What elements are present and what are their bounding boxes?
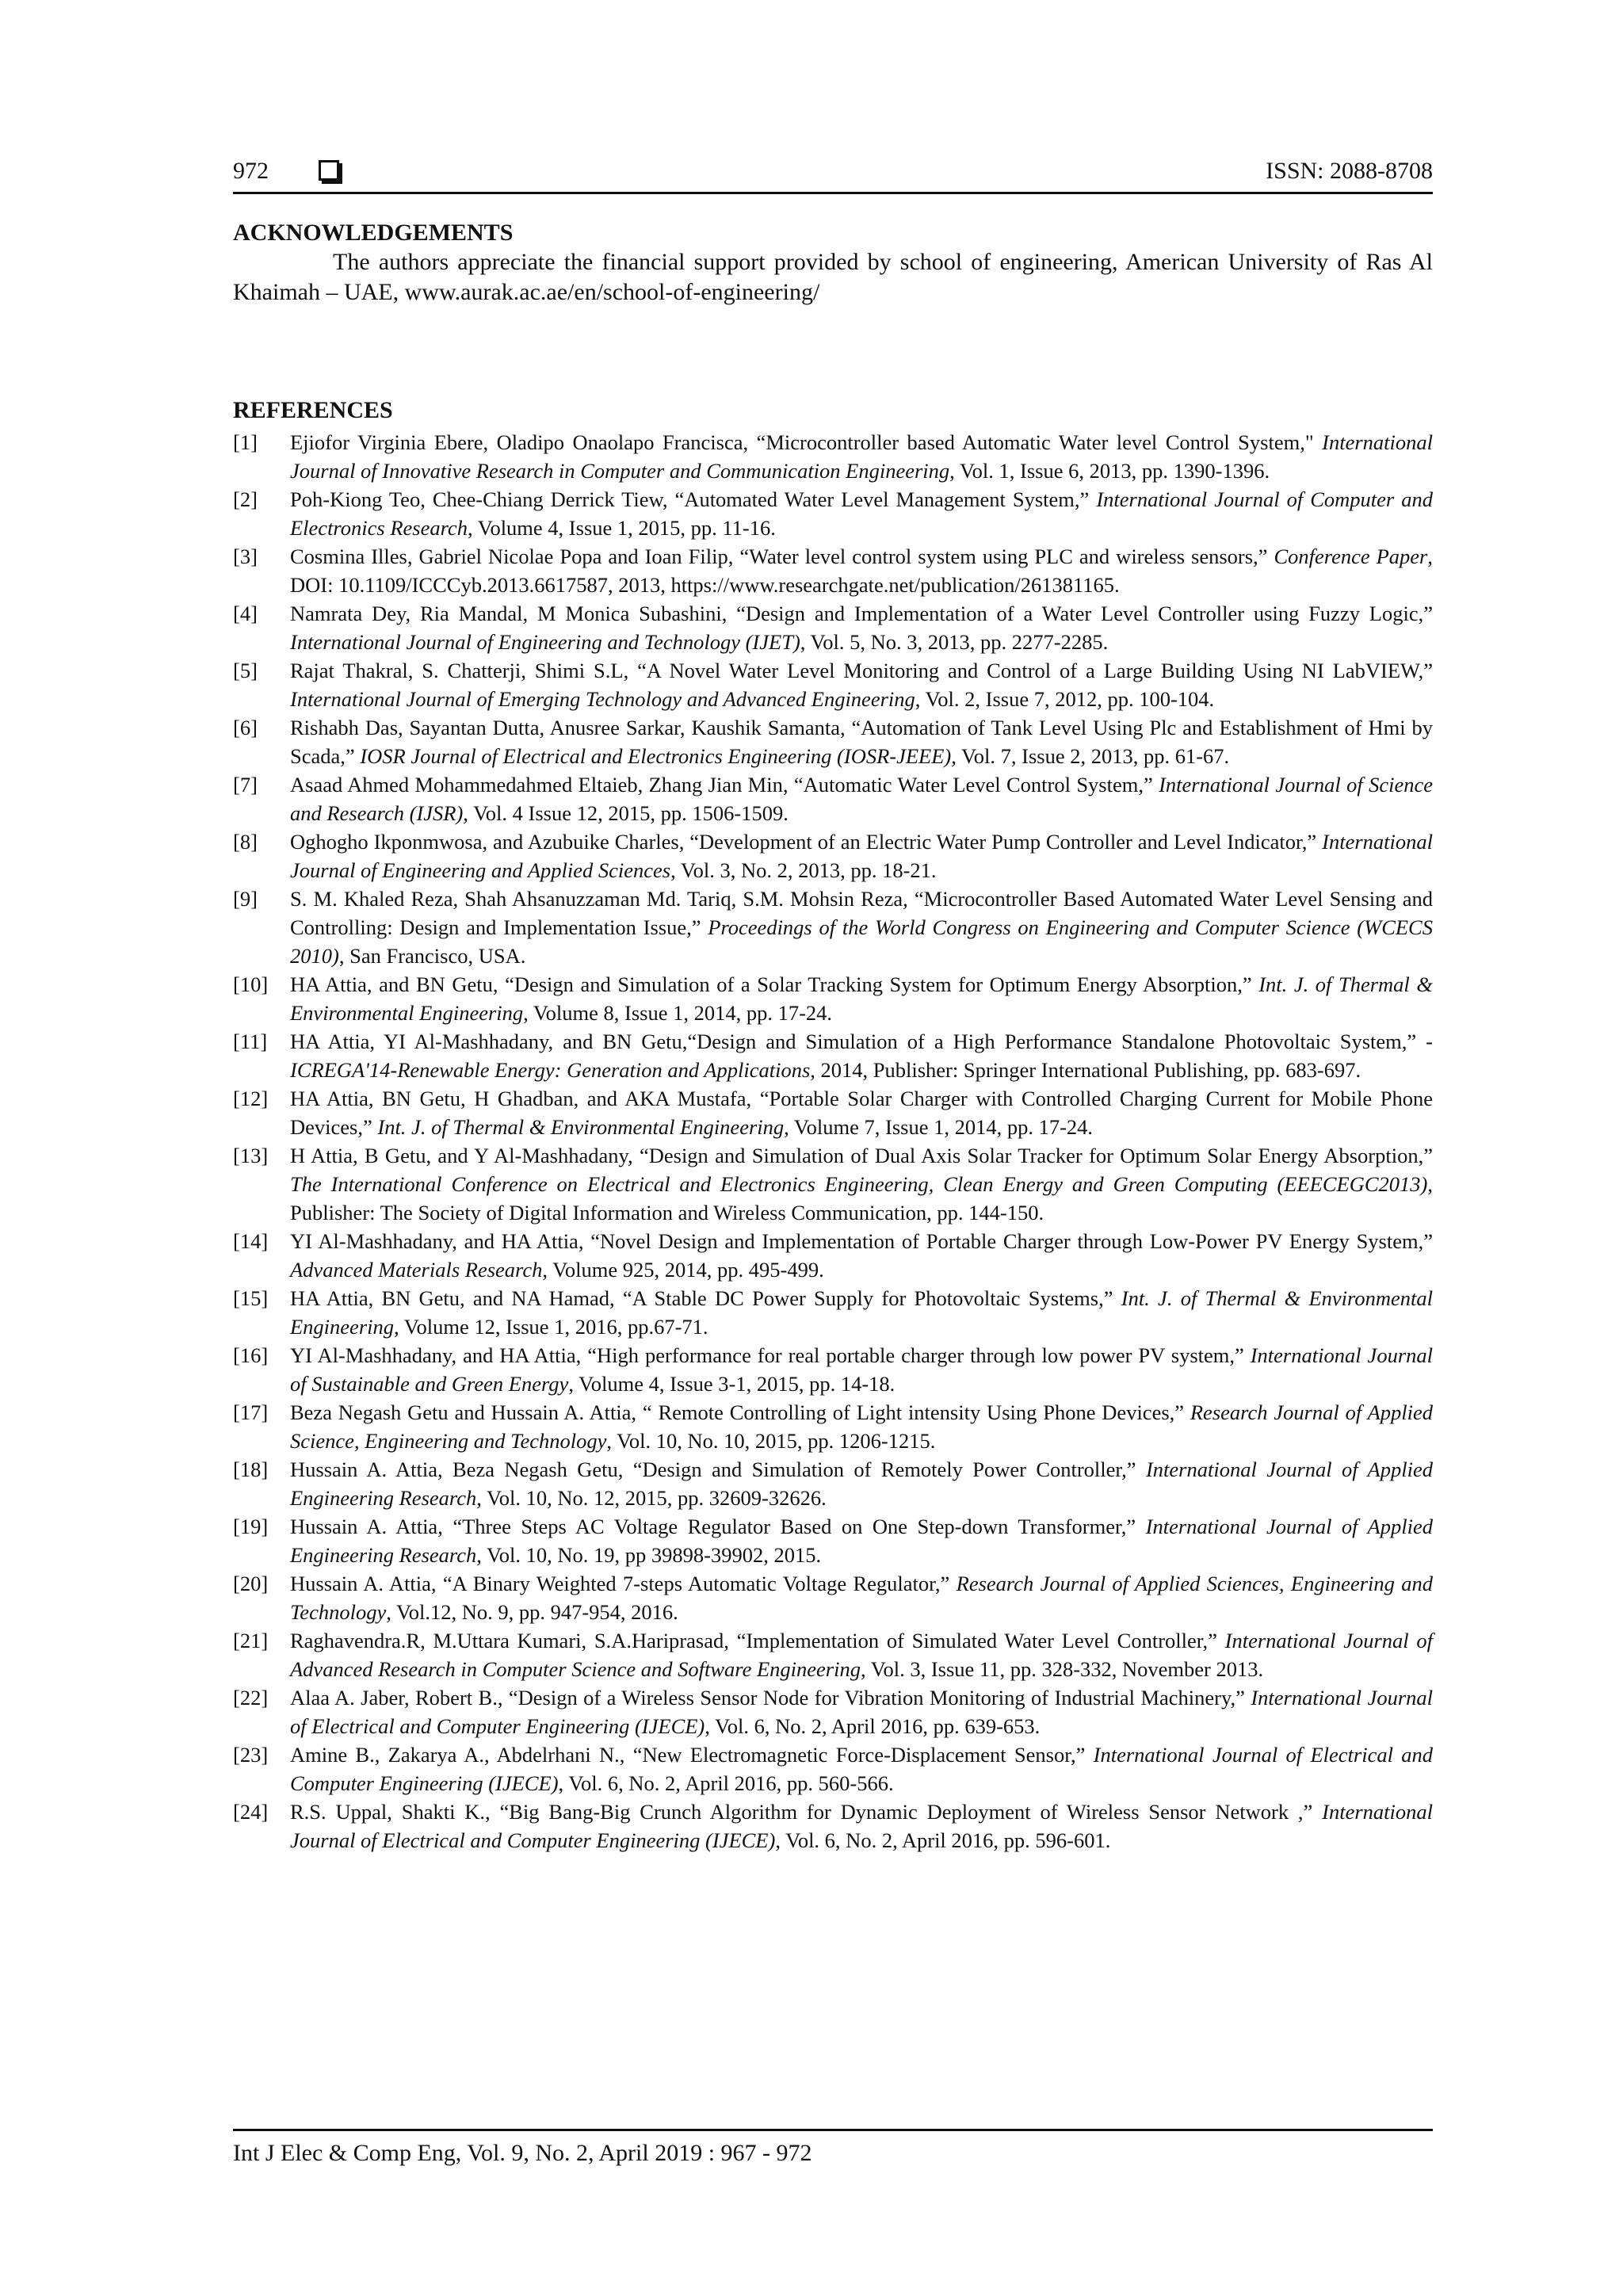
reference-authors-title: YI Al-Mashhadany, and HA Attia, “Novel Design and Implementation of Portable Charger through Low-Power PV Energy System,” (290, 1229, 1433, 1253)
reference-authors-title: Oghogho Ikponmwosa, and Azubuike Charles, “Development of an Electric Water Pump Controller and Level Indicator,” (290, 830, 1323, 854)
reference-number: [16] (233, 1343, 269, 1367)
reference-venue: International Journal of Applied Engineering Research (290, 1457, 1433, 1510)
reference-details: , Volume 8, Issue 1, 2014, pp. 17-24. (523, 1001, 833, 1025)
reference-item (233, 1341, 1433, 1398)
reference-details: , Volume 7, Issue 1, 2014, pp. 17-24. (784, 1115, 1094, 1139)
reference-number: [22] (233, 1686, 269, 1710)
reference-details: , Volume 4, Issue 1, 2015, pp. 11-16. (467, 516, 776, 540)
reference-venue: International Journal of Sustainable and Green Energy (290, 1343, 1433, 1396)
reference-details: , Publisher: The Society of Digital Information and Wireless Communication, pp. 144-150. (290, 1172, 1433, 1224)
reference-details: , Vol. 3, Issue 11, pp. 328-332, November 2013. (860, 1657, 1264, 1681)
reference-text (290, 716, 1433, 768)
issn-label: ISSN: 2088-8708 (1266, 158, 1433, 184)
reference-number: [7] (233, 773, 258, 797)
reference-number: [15] (233, 1286, 269, 1310)
reference-authors-title: Hussain A. Attia, Beza Negash Getu, “Design and Simulation of Remotely Power Controller,” (290, 1457, 1146, 1481)
reference-authors-title: Asaad Ahmed Mohammedahmed Eltaieb, Zhang Jian Min, “Automatic Water Level Control System,” (290, 773, 1159, 797)
reference-authors-title: Ejiofor Virginia Ebere, Oladipo Onaolapo Francisca, “Microcontroller based Automatic Water level Control System," (290, 430, 1323, 454)
reference-authors-title: Cosmina Illes, Gabriel Nicolae Popa and Ioan Filip, “Water level control system using PLC and wireless sensors,” (290, 544, 1274, 568)
reference-details: , Vol. 6, No. 2, April 2016, pp. 596-601. (775, 1828, 1111, 1852)
reference-number: [11] (233, 1030, 268, 1053)
reference-number: [8] (233, 830, 258, 854)
reference-venue: International Journal of Electrical and Computer Engineering (IJECE) (290, 1743, 1434, 1795)
reference-number: [6] (233, 716, 258, 739)
reference-text (290, 773, 1433, 825)
reference-number: [2] (233, 487, 258, 511)
reference-text (290, 1629, 1433, 1681)
reference-text (290, 1030, 1433, 1082)
reference-venue: Research Journal of Applied Science, Engineering and Technology (290, 1400, 1433, 1453)
reference-text (290, 1087, 1433, 1139)
reference-details: , Vol. 10, No. 19, pp 39898-39902, 2015. (476, 1543, 822, 1567)
reference-venue: International Journal of Engineering and Applied Sciences (290, 830, 1433, 882)
reference-number: [4] (233, 602, 258, 625)
reference-item (233, 542, 1433, 599)
reference-venue: International Journal of Advanced Research in Computer Science and Software Engineering (290, 1629, 1433, 1681)
reference-authors-title: Hussain A. Attia, “A Binary Weighted 7-steps Automatic Voltage Regulator,” (290, 1572, 957, 1595)
reference-number: [14] (233, 1229, 269, 1253)
references-list (233, 428, 1433, 1855)
reference-number: [19] (233, 1515, 269, 1538)
reference-number: [10] (233, 972, 269, 996)
reference-number: [17] (233, 1400, 269, 1424)
reference-venue: International Journal of Electrical and Computer Engineering (IJECE) (290, 1800, 1433, 1852)
reference-number: [18] (233, 1457, 269, 1481)
reference-item (233, 1027, 1433, 1084)
reference-venue: International Journal of Science and Research (IJSR) (290, 773, 1433, 825)
reference-venue: International Journal of Applied Engineering Research (290, 1515, 1433, 1567)
reference-authors-title: Hussain A. Attia, “Three Steps AC Voltage Regulator Based on One Step-down Transformer,” (290, 1515, 1146, 1538)
reference-authors-title: S. M. Khaled Reza, Shah Ahsanuzzaman Md. Tariq, S.M. Mohsin Reza, “Microcontroller Based Automated Water Level Sensing and Controlling: Design and Implementation Issue,” (290, 887, 1433, 939)
reference-text (290, 1343, 1433, 1396)
reference-details: , Vol. 6, No. 2, April 2016, pp. 560-566. (558, 1771, 894, 1795)
reference-details: , 2014, Publisher: Springer International Publishing, pp. 683-697. (810, 1058, 1361, 1082)
reference-details: , Vol. 5, No. 3, 2013, pp. 2277-2285. (800, 630, 1109, 654)
references-title: REFERENCES (233, 397, 393, 423)
reference-authors-title: R.S. Uppal, Shakti K., “Big Bang-Big Crunch Algorithm for Dynamic Deployment of Wireless Sensor Network ,” (290, 1800, 1323, 1824)
reference-venue: International Journal of Innovative Research in Computer and Communication Engineering (290, 430, 1433, 483)
reference-details: , Vol. 6, No. 2, April 2016, pp. 639-653. (705, 1714, 1041, 1738)
reference-authors-title: HA Attia, YI Al-Mashhadany, and BN Getu,“Design and Simulation of a High Performance Standalone Photovoltaic System,” - (290, 1030, 1433, 1053)
reference-venue: International Journal of Engineering and Technology (IJET) (290, 630, 800, 654)
reference-venue: The International Conference on Electrical and Electronics Engineering, Clean Energy and Green Computing (EEECEGC2013) (290, 1172, 1428, 1196)
reference-item (233, 1284, 1433, 1341)
reference-text (290, 830, 1433, 882)
reference-text (290, 1743, 1433, 1795)
reference-authors-title: Poh-Kiong Teo, Chee-Chiang Derrick Tiew, “Automated Water Level Management System,” (290, 487, 1097, 511)
reference-text (290, 1686, 1433, 1738)
reference-text (290, 1144, 1433, 1224)
reference-authors-title: Namrata Dey, Ria Mandal, M Monica Subashini, “Design and Implementation of a Water Level Controller using Fuzzy Logic,” (290, 602, 1433, 625)
reference-venue: Research Journal of Applied Sciences, Engineering and Technology (290, 1572, 1433, 1624)
reference-authors-title: H Attia, B Getu, and Y Al-Mashhadany, “Design and Simulation of Dual Axis Solar Tracker for Optimum Solar Energy Absorption,” (290, 1144, 1433, 1167)
reference-text (290, 1457, 1433, 1510)
reference-authors-title: Amine B., Zakarya A., Abdelrhani N., “New Electromagnetic Force-Displacement Sensor,” (290, 1743, 1094, 1767)
reference-details: , San Francisco, USA. (338, 944, 526, 968)
reference-venue: International Journal of Emerging Technology and Advanced Engineering (290, 687, 915, 711)
reference-text (290, 1515, 1433, 1567)
acknowledgements-title: ACKNOWLEDGEMENTS (233, 220, 514, 246)
reference-venue: Int. J. of Thermal & Environmental Engineering (290, 972, 1433, 1025)
reference-item (233, 1569, 1433, 1626)
reference-item (233, 1797, 1433, 1855)
reference-venue: Int. J. of Thermal & Environmental Engineering (290, 1286, 1433, 1339)
reference-venue: International Journal of Electrical and Computer Engineering (IJECE) (290, 1686, 1434, 1738)
reference-item (233, 1141, 1433, 1227)
reference-details: , Vol. 10, No. 10, 2015, pp. 1206-1215. (606, 1429, 936, 1453)
reference-venue: International Journal of Computer and Electronics Research (290, 487, 1433, 540)
reference-venue: Proceedings of the World Congress on Engineering and Computer Science (WCECS 2010) (290, 915, 1433, 968)
reference-item (233, 1398, 1433, 1455)
page-header (233, 155, 1433, 194)
reference-item (233, 884, 1433, 970)
journal-citation: Int J Elec & Comp Eng, Vol. 9, No. 2, April 2019 : 967 - 972 (233, 2140, 812, 2166)
reference-details: Volume 925, 2014, pp. 495-499. (548, 1258, 824, 1282)
reference-item (233, 1626, 1433, 1683)
reference-authors-title: HA Attia, BN Getu, and NA Hamad, “A Stable DC Power Supply for Photovoltaic Systems,” (290, 1286, 1121, 1310)
reference-details: , DOI: 10.1109/ICCCyb.2013.6617587, 2013, https://www.researchgate.net/publication/261381165. (290, 544, 1433, 597)
reference-number: [12] (233, 1087, 269, 1110)
reference-authors-title: Rajat Thakral, S. Chatterji, Shimi S.L, “A Novel Water Level Monitoring and Control of a Large Building Using NI LabVIEW,” (290, 659, 1433, 682)
reference-text (290, 1572, 1433, 1624)
reference-text (290, 487, 1433, 540)
reference-item (233, 485, 1433, 542)
reference-details: , Volume 4, Issue 3-1, 2015, pp. 14-18. (568, 1372, 896, 1396)
reference-number: [5] (233, 659, 258, 682)
reference-item (233, 1455, 1433, 1512)
reference-authors-title: Beza Negash Getu and Hussain A. Attia, “ Remote Controlling of Light intensity Using Phone Devices,” (290, 1400, 1190, 1424)
reference-text (290, 1400, 1433, 1453)
reference-number: [23] (233, 1743, 269, 1767)
square-box-icon (319, 160, 339, 181)
reference-details: , Vol. 10, No. 12, 2015, pp. 32609-32626. (476, 1486, 827, 1510)
reference-text (290, 1229, 1433, 1282)
reference-item (233, 428, 1433, 485)
reference-details: , Vol. 4 Issue 12, 2015, pp. 1506-1509. (463, 801, 789, 825)
reference-authors-title: HA Attia, BN Getu, H Ghadban, and AKA Mustafa, “Portable Solar Charger with Controlled Charging Current for Mobile Phone Devices,” (290, 1087, 1433, 1139)
reference-text (290, 972, 1433, 1025)
reference-number: [24] (233, 1800, 269, 1824)
page-content (233, 219, 1433, 1855)
reference-details: , Vol. 1, Issue 6, 2013, pp. 1390-1396. (949, 459, 1270, 483)
page-number: 972 (233, 158, 269, 184)
reference-text (290, 602, 1433, 654)
reference-item (233, 770, 1433, 827)
reference-details: , Vol. 2, Issue 7, 2012, pp. 100-104. (915, 687, 1215, 711)
reference-text (290, 1800, 1433, 1852)
reference-text (290, 1286, 1433, 1339)
reference-number: [1] (233, 430, 258, 454)
reference-item (233, 656, 1433, 713)
page-footer (233, 2129, 1433, 2169)
reference-item (233, 599, 1433, 656)
reference-details: , Volume 12, Issue 1, 2016, pp.67-71. (394, 1315, 708, 1339)
reference-number: [21] (233, 1629, 269, 1652)
reference-venue: Int. J. of Thermal & Environmental Engineering (377, 1115, 785, 1139)
reference-venue: ICREGA'14-Renewable Energy: Generation and Applications (290, 1058, 811, 1082)
reference-item (233, 1683, 1433, 1740)
reference-authors-title: HA Attia, and BN Getu, “Design and Simulation of a Solar Tracking System for Optimum Energy Absorption,” (290, 972, 1259, 996)
reference-text (290, 544, 1433, 597)
reference-authors-title: Raghavendra.R, M.Uttara Kumari, S.A.Hariprasad, “Implementation of Simulated Water Level Controller,” (290, 1629, 1225, 1652)
reference-number: [13] (233, 1144, 269, 1167)
reference-text (290, 659, 1433, 711)
reference-venue: Advanced Materials Research, (290, 1258, 548, 1282)
reference-item (233, 827, 1433, 884)
reference-number: [20] (233, 1572, 269, 1595)
reference-item (233, 1512, 1433, 1569)
reference-details: , Vol.12, No. 9, pp. 947-954, 2016. (386, 1600, 678, 1624)
reference-item (233, 1227, 1433, 1284)
reference-details: , Vol. 3, No. 2, 2013, pp. 18-21. (670, 858, 937, 882)
reference-authors-title: Rishabh Das, Sayantan Dutta, Anusree Sarkar, Kaushik Samanta, “Automation of Tank Level Using Plc and Establishment of Hmi by Scada,” (290, 716, 1433, 768)
reference-text (290, 430, 1433, 483)
reference-item (233, 713, 1433, 770)
reference-authors-title: Alaa A. Jaber, Robert B., “Design of a Wireless Sensor Node for Vibration Monitoring of Industrial Machinery,” (290, 1686, 1251, 1710)
reference-item (233, 1084, 1433, 1141)
reference-number: [9] (233, 887, 258, 911)
acknowledgements-text: The authors appreciate the financial support provided by school of engineering, American University of Ras Al Khaimah – UAE, www.aurak.ac.ae/en/school-of-engineering/ (233, 249, 1433, 305)
reference-details: , Vol. 7, Issue 2, 2013, pp. 61-67. (951, 744, 1230, 768)
reference-number: [3] (233, 544, 258, 568)
reference-venue: IOSR Journal of Electrical and Electronics Engineering (IOSR-JEEE) (360, 744, 952, 768)
reference-item (233, 970, 1433, 1027)
reference-venue: Conference Paper (1274, 544, 1428, 568)
reference-text (290, 887, 1433, 968)
reference-item (233, 1740, 1433, 1797)
reference-authors-title: YI Al-Mashhadany, and HA Attia, “High performance for real portable charger through low power PV system,” (290, 1343, 1251, 1367)
